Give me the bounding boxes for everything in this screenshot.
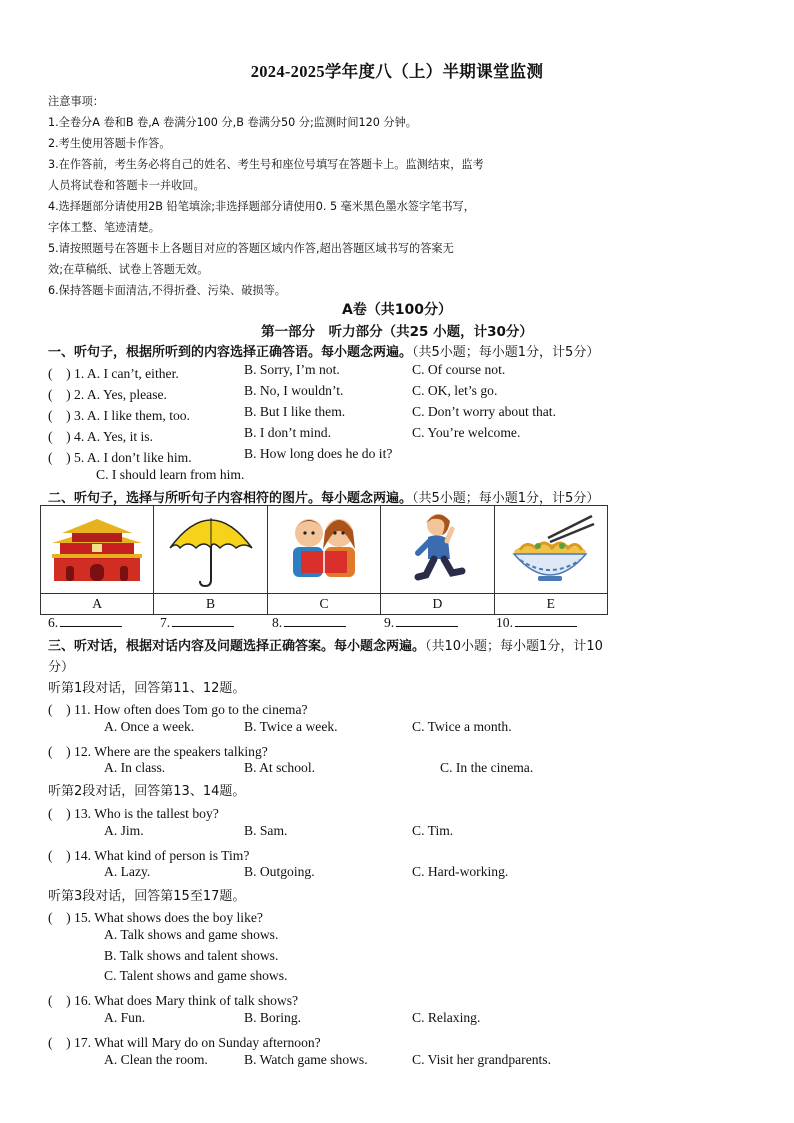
page-title: 2024-2025学年度八（上）半期课堂监测 (250, 62, 544, 81)
picture-label: E (494, 594, 607, 615)
notes-line: 1.全卷分A 卷和B 卷,A 卷满分100 分,B 卷满分50 分;监测时间120 分钟。 (48, 116, 417, 129)
q14-a: A. Lazy. (104, 864, 151, 879)
children-reading-icon (279, 509, 369, 585)
q3-a: ( ) 3. A. I like them, too. (48, 408, 190, 423)
q16-c: C. Relaxing. (412, 1010, 481, 1025)
picture-label: B (154, 594, 267, 615)
umbrella-icon (166, 506, 256, 588)
q15: ( ) 15. What shows does the boy like? (48, 910, 263, 925)
picture-d (381, 506, 494, 594)
section1-title: 一、听句子，根据所听到的内容选择正确答语。每小题念两遍。 (48, 345, 413, 360)
q17-a: A. Clean the room. (104, 1052, 208, 1067)
picture-table (40, 505, 608, 615)
q3-b: B. But I like them. (244, 404, 346, 419)
section3-score: （共10小题；每小题1分，计10 (425, 639, 603, 654)
q11-c: C. Twice a month. (412, 719, 512, 734)
gate-building-icon (52, 511, 142, 583)
section2-title: 二、听句子，选择与所听句子内容相符的图片。每小题念两遍。 (48, 491, 413, 506)
dialogue-2-heading: 听第2段对话，回答第13、14题。 (48, 784, 246, 799)
q15-a: A. Talk shows and game shows. (104, 927, 279, 942)
notes-line: 字体工整、笔迹清楚。 (48, 221, 160, 234)
q2-b: B. No, I wouldn’t. (244, 383, 344, 398)
section3-title: 三、听对话，根据对话内容及问题选择正确答案。每小题念两遍。 (48, 639, 426, 654)
q13-c: C. Tim. (412, 823, 454, 838)
q15-c: C. Talent shows and game shows. (104, 968, 288, 983)
q14-b: B. Outgoing. (244, 864, 315, 879)
notes-line: 效;在草稿纸、试卷上答题无效。 (48, 263, 209, 276)
notes-line: 6.保持答题卡面清洁,不得折叠、污染、破损等。 (48, 284, 286, 297)
answer-blank[interactable]: 9. (384, 614, 458, 631)
q3-c: C. Don’t worry about that. (412, 404, 556, 419)
answer-blank[interactable]: 6. (48, 614, 122, 631)
q17-c: C. Visit her grandparents. (412, 1052, 551, 1067)
picture-label: C (267, 594, 380, 615)
q5-a: ( ) 5. A. I don’t like him. (48, 450, 192, 465)
picture-c (267, 506, 380, 594)
noodles-bowl-icon (506, 510, 596, 584)
q1-c: C. Of course not. (412, 362, 506, 377)
q1-a: ( ) 1. A. I can’t, either. (48, 366, 179, 381)
notes-line: 注意事项： (48, 95, 104, 108)
q12-b: B. At school. (244, 760, 315, 775)
q4-c: C. You’re welcome. (412, 425, 521, 440)
picture-b (154, 506, 267, 594)
notes-line: 2.考生使用答题卡作答。 (48, 137, 171, 150)
q5-c: C. I should learn from him. (96, 467, 245, 482)
q11-a: A. Once a week. (104, 719, 195, 734)
volume-a-heading: A卷（共100分） (341, 302, 453, 318)
section1-heading (48, 341, 599, 360)
q14: ( ) 14. What kind of person is Tim? (48, 848, 250, 863)
section2-score: （共5小题；每小题1分，计5分） (412, 491, 600, 506)
section2-heading (48, 487, 599, 506)
answer-blank[interactable]: 10. (496, 614, 577, 631)
notes-line: 5.请按照题号在答题卡上各题目对应的答题区域内作答,超出答题区域书写的答案无 (48, 242, 454, 255)
q16-b: B. Boring. (244, 1010, 302, 1025)
q13-b: B. Sam. (244, 823, 288, 838)
q2-a: ( ) 2. A. Yes, please. (48, 387, 167, 402)
running-person-icon (392, 507, 482, 587)
picture-a (41, 506, 154, 594)
q17-b: B. Watch game shows. (244, 1052, 368, 1067)
q2-c: C. OK, let’s go. (412, 383, 498, 398)
notes-block (48, 91, 608, 301)
q5-b: B. How long does he do it? (244, 446, 393, 461)
q1-b: B. Sorry, I’m not. (244, 362, 340, 377)
q12-a: A. In class. (104, 760, 166, 775)
q12-c: C. In the cinema. (440, 760, 534, 775)
notes-line: 4.选择题部分请使用2B 铅笔填涂;非选择题部分请使用0. 5 毫米黑色墨水签字笔书写， (48, 200, 475, 213)
q16: ( ) 16. What does Mary think of talk shows? (48, 993, 299, 1008)
dialogue-3-heading: 听第3段对话，回答第15至17题。 (48, 889, 246, 904)
answer-blank[interactable]: 8. (272, 614, 346, 631)
q14-c: C. Hard-working. (412, 864, 509, 879)
answer-blank[interactable]: 7. (160, 614, 234, 631)
q4-a: ( ) 4. A. Yes, it is. (48, 429, 153, 444)
q11-b: B. Twice a week. (244, 719, 338, 734)
section3-score-cont: 分） (48, 660, 75, 675)
q16-a: A. Fun. (104, 1010, 146, 1025)
picture-label: A (41, 594, 154, 615)
picture-e (494, 506, 607, 594)
notes-line: 人员将试卷和答题卡一并收回。 (48, 179, 205, 192)
dialogue-1-heading: 听第1段对话，回答第11、12题。 (48, 681, 246, 696)
q15-b: B. Talk shows and talent shows. (104, 948, 279, 963)
part1-heading: 第一部分 听力部分（共25 小题，计30分） (261, 324, 533, 340)
q4-b: B. I don’t mind. (244, 425, 331, 440)
q17: ( ) 17. What will Mary do on Sunday afternoon? (48, 1035, 321, 1050)
q13: ( ) 13. Who is the tallest boy? (48, 806, 219, 821)
q12: ( ) 12. Where are the speakers talking? (48, 744, 268, 759)
picture-label: D (381, 594, 494, 615)
section3-heading (48, 635, 603, 654)
section1-score: （共5小题；每小题1分，计5分） (412, 345, 600, 360)
notes-line: 3.在作答前，考生务必将自己的姓名、考生号和座位号填写在答题卡上。监测结束，监考 (48, 158, 484, 171)
q13-a: A. Jim. (104, 823, 144, 838)
q11: ( ) 11. How often does Tom go to the cinema? (48, 702, 308, 717)
